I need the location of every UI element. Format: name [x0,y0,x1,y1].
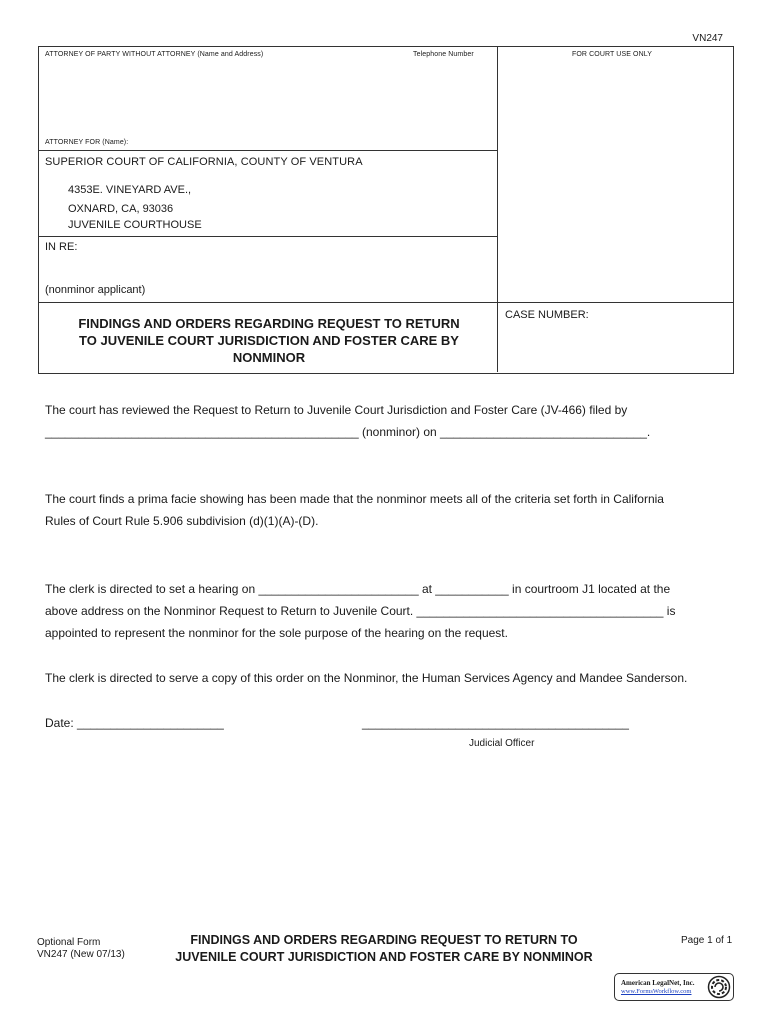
paragraph-findings-line-2: Rules of Court Rule 5.906 subdivision (d)(1)(A)-(D). [45,514,319,528]
paragraph-findings [45,488,735,532]
form-title [40,315,498,366]
form-title-line-3: NONMINOR [232,350,306,365]
date-line[interactable]: Date: ______________________ [45,716,224,730]
case-number-field[interactable] [500,325,730,369]
court-use-label: FOR COURT USE ONLY [572,51,652,58]
optional-form-label: Optional Form [37,937,101,948]
attorney-divider [38,150,498,151]
judicial-officer-label: Judicial Officer [469,738,535,749]
signature-line[interactable]: ________________________________________ [362,716,629,730]
court-name: SUPERIOR COURT OF CALIFORNIA, COUNTY OF VENTURA [45,156,363,168]
logo-website-link[interactable]: www.FormsWorkflow.com [621,988,692,995]
paragraph-hearing-line-1[interactable]: The clerk is directed to set a hearing on ________________________ at ___________ in courtroom J1 located at the [45,582,671,596]
form-code: VN247 [692,33,723,44]
paragraph-hearing-line-3: appointed to represent the nonminor for the sole purpose of the hearing on the request. [45,626,508,640]
footer-title [146,932,622,966]
paragraph-review-line-1: The court has reviewed the Request to Return to Juvenile Court Jurisdiction and Foster Care (JV-466) filed by [45,403,628,417]
court-divider [38,236,498,237]
paragraph-service: The clerk is directed to serve a copy of this order on the Nonminor, the Human Services Agency and Mandee Sanderson. [45,671,688,685]
paragraph-hearing [45,578,735,644]
paragraph-findings-line-1: The court finds a prima facie showing has been made that the nonminor meets all of the criteria set forth in California [45,492,664,506]
paragraph-review-line-2[interactable]: _______________________________________________ (nonminor) on _______________________________. [45,425,651,439]
attorney-label: ATTORNEY OF PARTY WITHOUT ATTORNEY (Name and Address) [45,51,264,58]
court-address-line-2: OXNARD, CA, 93036 [68,203,174,215]
attorney-for-label: ATTORNEY FOR (Name): [45,139,129,146]
form-revision: VN247 (New 07/13) [37,949,125,960]
court-address-line-1: 4353E. VINEYARD AVE., [68,184,192,196]
page-label: Page 1 of 1 [681,935,733,946]
form-title-line-2: TO JUVENILE COURT JURISDICTION AND FOSTER CARE BY [79,333,459,348]
telephone-label: Telephone Number [413,51,474,58]
case-number-label: CASE NUMBER: [505,309,589,321]
paragraph-review [45,399,735,443]
in-re-label: IN RE: [45,241,78,253]
logo-company-name: American LegalNet, Inc. [621,979,695,987]
title-divider [38,302,733,303]
seal-icon [707,975,731,999]
paragraph-hearing-line-2[interactable]: above address on the Nonminor Request to Return to Juvenile Court. _____________________________________ is [45,604,676,618]
attorney-name-field[interactable] [42,62,494,132]
american-legalnet-logo [614,973,734,1001]
footer-title-line-2: JUVENILE COURT JURISDICTION AND FOSTER CARE BY NONMINOR [175,950,593,964]
footer-title-line-1: FINDINGS AND ORDERS REGARDING REQUEST TO RETURN TO [190,933,578,947]
nonminor-applicant-label: (nonminor applicant) [45,284,146,296]
court-address-line-3: JUVENILE COURTHOUSE [68,219,202,231]
form-title-line-1: FINDINGS AND ORDERS REGARDING REQUEST TO RETURN [78,316,460,331]
